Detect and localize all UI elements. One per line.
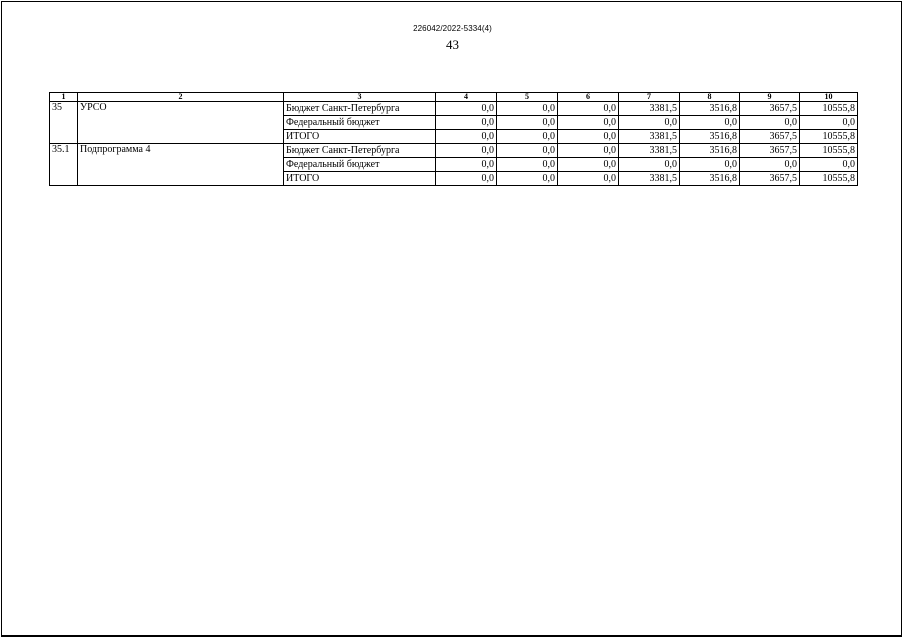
funding-source: ИТОГО xyxy=(284,172,436,186)
funding-source: Бюджет Санкт-Петербурга xyxy=(284,102,436,116)
value-cell: 0,0 xyxy=(436,102,497,116)
table-row xyxy=(50,144,858,158)
value-cell: 0,0 xyxy=(497,172,558,186)
document-number: 226042/2022-5334(4) xyxy=(413,24,492,33)
row-name: УРСО xyxy=(78,102,284,144)
column-header: 3 xyxy=(284,93,436,102)
table-header-row xyxy=(50,93,858,102)
column-header: 8 xyxy=(680,93,740,102)
row-code: 35 xyxy=(50,102,78,144)
value-cell: 0,0 xyxy=(436,144,497,158)
value-cell: 0,0 xyxy=(558,172,619,186)
funding-source: ИТОГО xyxy=(284,130,436,144)
value-cell: 0,0 xyxy=(558,158,619,172)
column-header: 2 xyxy=(78,93,284,102)
column-header: 9 xyxy=(740,93,800,102)
row-code: 35.1 xyxy=(50,144,78,186)
value-cell: 0,0 xyxy=(558,130,619,144)
value-cell: 3381,5 xyxy=(619,102,680,116)
value-cell: 0,0 xyxy=(800,116,858,130)
table-row xyxy=(50,102,858,116)
value-cell: 0,0 xyxy=(497,130,558,144)
column-header: 4 xyxy=(436,93,497,102)
column-header: 10 xyxy=(800,93,858,102)
value-cell: 0,0 xyxy=(497,102,558,116)
value-cell: 0,0 xyxy=(497,158,558,172)
value-cell: 0,0 xyxy=(680,116,740,130)
value-cell: 3516,8 xyxy=(680,102,740,116)
page-number: 43 xyxy=(446,37,459,52)
value-cell: 0,0 xyxy=(436,172,497,186)
value-cell: 0,0 xyxy=(740,116,800,130)
value-cell: 3657,5 xyxy=(740,130,800,144)
value-cell: 10555,8 xyxy=(800,144,858,158)
row-name: Подпрограмма 4 xyxy=(78,144,284,186)
value-cell: 10555,8 xyxy=(800,130,858,144)
value-cell: 0,0 xyxy=(497,116,558,130)
funding-source: Бюджет Санкт-Петербурга xyxy=(284,144,436,158)
value-cell: 10555,8 xyxy=(800,172,858,186)
value-cell: 3657,5 xyxy=(740,102,800,116)
column-header: 1 xyxy=(50,93,78,102)
value-cell: 3516,8 xyxy=(680,172,740,186)
value-cell: 0,0 xyxy=(558,116,619,130)
value-cell: 0,0 xyxy=(558,144,619,158)
funding-source: Федеральный бюджет xyxy=(284,158,436,172)
value-cell: 0,0 xyxy=(436,116,497,130)
value-cell: 0,0 xyxy=(558,102,619,116)
column-header: 7 xyxy=(619,93,680,102)
value-cell: 0,0 xyxy=(740,158,800,172)
value-cell: 0,0 xyxy=(436,158,497,172)
value-cell: 0,0 xyxy=(680,158,740,172)
funding-source: Федеральный бюджет xyxy=(284,116,436,130)
value-cell: 3381,5 xyxy=(619,172,680,186)
value-cell: 3381,5 xyxy=(619,130,680,144)
budget-table xyxy=(49,92,858,186)
value-cell: 10555,8 xyxy=(800,102,858,116)
value-cell: 3657,5 xyxy=(740,144,800,158)
value-cell: 3657,5 xyxy=(740,172,800,186)
value-cell: 0,0 xyxy=(800,158,858,172)
value-cell: 3381,5 xyxy=(619,144,680,158)
value-cell: 3516,8 xyxy=(680,144,740,158)
value-cell: 0,0 xyxy=(619,116,680,130)
value-cell: 3516,8 xyxy=(680,130,740,144)
column-header: 5 xyxy=(497,93,558,102)
column-header: 6 xyxy=(558,93,619,102)
value-cell: 0,0 xyxy=(619,158,680,172)
value-cell: 0,0 xyxy=(497,144,558,158)
value-cell: 0,0 xyxy=(436,130,497,144)
